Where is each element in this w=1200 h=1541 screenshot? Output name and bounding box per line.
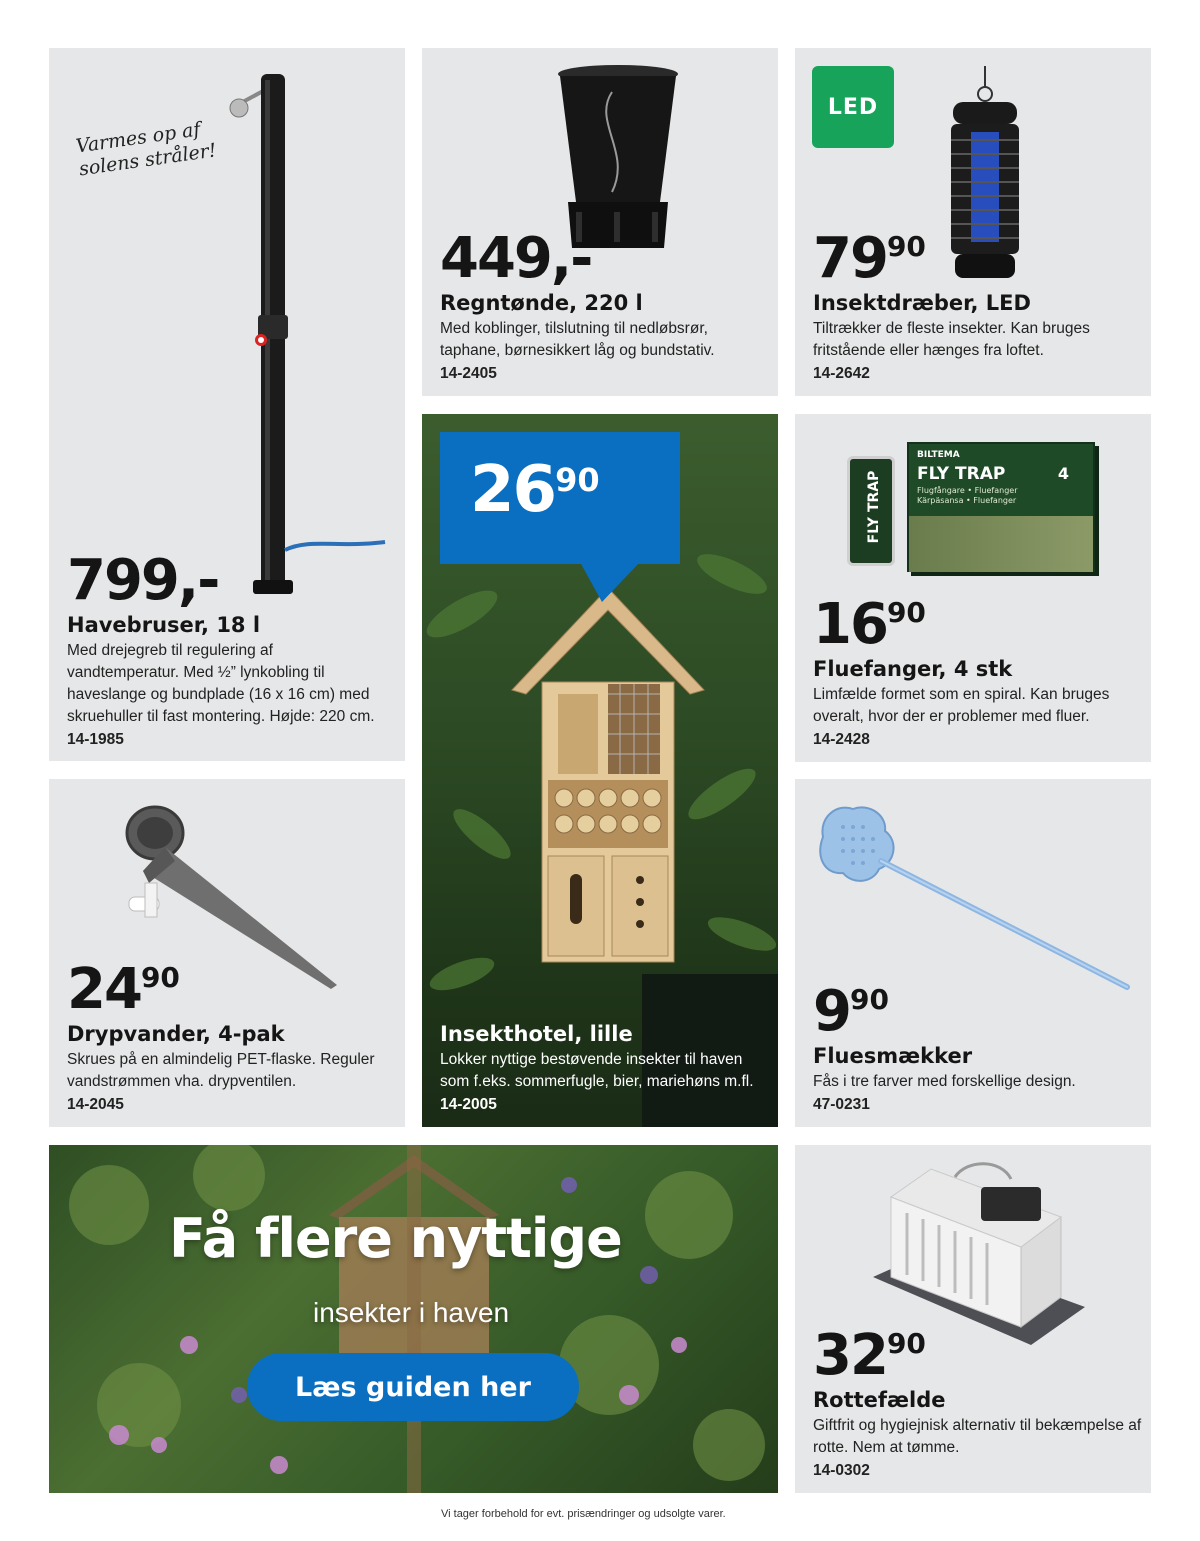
product-description: Fås i tre farver med forskellige design. xyxy=(813,1073,1076,1090)
product-sku: 14-2428 xyxy=(813,731,870,748)
product-description: Med drejegreb til regulering af vandtemperatur. Med ½” lynkobling til haveslange og bundplade (16 x 16 cm) med skruehuller til fast montering. Højde: 220 cm. xyxy=(67,642,375,725)
product-info xyxy=(813,657,1135,751)
price-bubble xyxy=(440,432,680,564)
garden-shower-image xyxy=(219,70,399,630)
package-photo xyxy=(909,516,1093,572)
product-sku: 47-0231 xyxy=(813,1096,870,1113)
product-tile-drypvander[interactable] xyxy=(49,779,405,1127)
product-tile-havebruser[interactable] xyxy=(49,48,405,761)
package-count: 4 xyxy=(1057,464,1069,483)
banner-title: Få flere nyttige xyxy=(169,1207,622,1270)
rain-barrel-image xyxy=(552,62,682,252)
product-price: 1690 xyxy=(813,592,926,657)
product-tile-insekthotel[interactable] xyxy=(422,414,778,1127)
product-name: Fluesmækker xyxy=(813,1044,973,1068)
product-price: 7990 xyxy=(813,226,926,291)
product-info xyxy=(813,291,1135,385)
product-name: Insektdræber, LED xyxy=(813,291,1031,315)
product-tile-insektdraeber[interactable] xyxy=(795,48,1151,396)
read-guide-button[interactable]: Læs guiden her xyxy=(247,1353,579,1421)
product-price: 449,- xyxy=(440,226,592,291)
product-name: Drypvander, 4-pak xyxy=(67,1022,285,1046)
led-badge: LED xyxy=(812,66,894,148)
product-tile-regntonde[interactable] xyxy=(422,48,778,396)
guide-banner[interactable] xyxy=(49,1145,778,1493)
product-info xyxy=(813,1044,1135,1116)
product-sku: 14-2005 xyxy=(440,1096,497,1113)
bubble-price-cents: 90 xyxy=(555,461,600,499)
product-description: Lokker nyttige bestøvende insekter til haven som f.eks. sommerfugle, bier, mariehøns m.fl. xyxy=(440,1051,754,1090)
product-info xyxy=(813,1388,1143,1482)
fly-trap-roll-image xyxy=(847,456,895,566)
product-price: 2490 xyxy=(67,957,180,1022)
product-name: Regntønde, 220 l xyxy=(440,291,643,315)
package-brand: BILTEMA xyxy=(917,450,960,460)
product-sku: 14-0302 xyxy=(813,1462,870,1479)
product-price: 799,- xyxy=(67,548,219,613)
product-name: Rottefælde xyxy=(813,1388,946,1412)
product-description: Giftfrit og hygiejnisk alternativ til bekæmpelse af rotte. Nem at tømme. xyxy=(813,1417,1142,1456)
product-sku: 14-1985 xyxy=(67,731,124,748)
banner-subtitle: insekter i haven xyxy=(313,1297,510,1328)
product-tile-fluesmaekker[interactable] xyxy=(795,779,1151,1127)
product-sku: 14-2405 xyxy=(440,365,497,382)
fly-swatter-image xyxy=(813,797,1133,997)
rat-trap-image xyxy=(871,1157,1091,1347)
product-slogan: Varmes op af solens stråler! xyxy=(74,118,218,181)
product-name: Havebruser, 18 l xyxy=(67,613,261,637)
product-description: Skrues på en almindelig PET-flaske. Reguler vandstrømmen vha. drypventilen. xyxy=(67,1051,375,1090)
insect-hotel-image xyxy=(508,584,708,974)
product-description: Limfælde formet som en spiral. Kan bruges overalt, hvor der er problemer med fluer. xyxy=(813,686,1110,725)
product-info xyxy=(67,1022,389,1116)
disclaimer-footnote: Vi tager forbehold for evt. prisændringer og udsolgte varer. xyxy=(441,1508,726,1520)
product-info xyxy=(440,1022,770,1116)
product-tile-rottefaelde[interactable] xyxy=(795,1145,1151,1493)
package-sub: Flugfångare • Fluefanger Kärpäsansa • Fluefanger xyxy=(917,486,1018,505)
product-price: 3290 xyxy=(813,1323,926,1388)
product-description: Tiltrækker de fleste insekter. Kan bruges fritstående eller hænges fra loftet. xyxy=(813,320,1090,359)
product-sku: 14-2642 xyxy=(813,365,870,382)
product-sku: 14-2045 xyxy=(67,1096,124,1113)
insect-killer-image xyxy=(945,66,1025,281)
product-info xyxy=(440,291,762,385)
roll-label: FLY TRAP xyxy=(866,470,882,544)
bubble-price-main: 26 xyxy=(470,453,556,527)
fly-trap-package-image xyxy=(907,442,1095,572)
product-description: Med koblinger, tilslutning til nedløbsrør, taphane, børnesikkert låg og bundstativ. xyxy=(440,320,715,359)
product-name: Insekthotel, lille xyxy=(440,1022,633,1046)
product-tile-fluefanger[interactable] xyxy=(795,414,1151,762)
product-name: Fluefanger, 4 stk xyxy=(813,657,1013,681)
product-info xyxy=(67,613,389,751)
package-label: FLY TRAP xyxy=(917,464,1006,484)
product-price: 990 xyxy=(813,979,889,1044)
bubble-pointer-icon xyxy=(580,562,640,602)
